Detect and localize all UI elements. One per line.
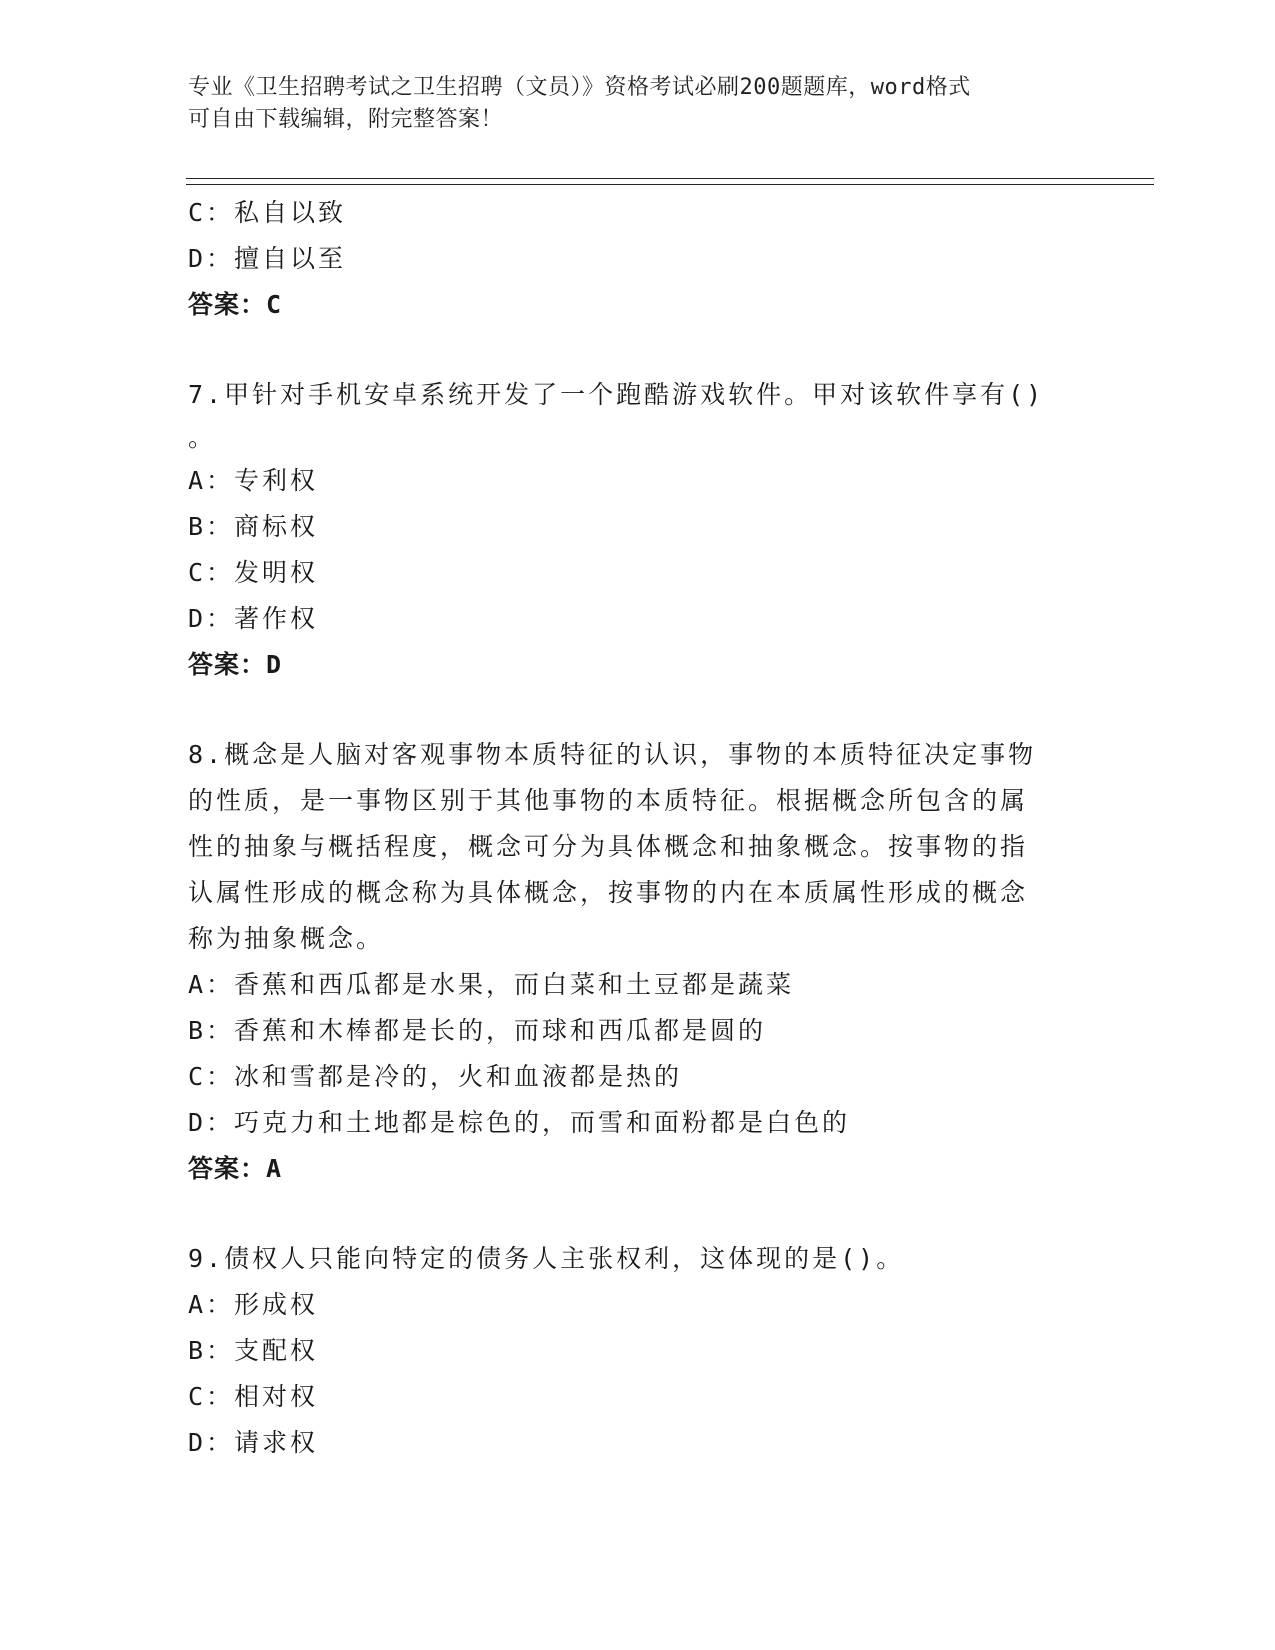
question-stem: 9.债权人只能向特定的债务人主张权利，这体现的是()。: [188, 1244, 905, 1273]
question-stem: 称为抽象概念。: [188, 924, 385, 953]
question-stem: 的性质，是一事物区别于其他事物的本质特征。根据概念所包含的属: [188, 786, 1029, 815]
option-b: B：香蕉和木棒都是长的，而球和西瓜都是圆的: [188, 1016, 767, 1045]
header-rule-bottom: [186, 184, 1154, 185]
option-c: C：发明权: [188, 558, 319, 587]
question-stem: 。: [188, 423, 217, 452]
question-9: [188, 1236, 1068, 1466]
option-d: D：请求权: [188, 1428, 319, 1457]
option-c: C：私自以致: [188, 198, 347, 227]
option-a: A：专利权: [188, 466, 319, 495]
option-b: B：支配权: [188, 1336, 319, 1365]
option-c: C：冰和雪都是冷的，火和血液都是热的: [188, 1062, 683, 1091]
question-7: [188, 372, 1068, 688]
option-c: C：相对权: [188, 1382, 319, 1411]
answer: 答案：D: [188, 650, 283, 679]
answer: 答案：C: [188, 290, 283, 319]
option-d: D：著作权: [188, 604, 319, 633]
question-stem: 性的抽象与概括程度，概念可分为具体概念和抽象概念。按事物的指: [188, 832, 1029, 861]
header-line-2: 可自由下载编辑，附完整答案！: [188, 107, 504, 132]
option-b: B：商标权: [188, 512, 319, 541]
document-header: [188, 72, 1068, 136]
option-a: A：形成权: [188, 1290, 319, 1319]
option-a: A：香蕉和西瓜都是水果，而白菜和土豆都是蔬菜: [188, 970, 795, 999]
question-8: [188, 732, 1068, 1192]
question-stem: 认属性形成的概念称为具体概念，按事物的内在本质属性形成的概念: [188, 878, 1029, 907]
prev-question: [188, 190, 1068, 328]
header-line-1: 专业《卫生招聘考试之卫生招聘（文员）》资格考试必刷200题题库，word格式: [188, 75, 971, 100]
option-d: D：巧克力和土地都是棕色的，而雪和面粉都是白色的: [188, 1108, 851, 1137]
question-stem: 7.甲针对手机安卓系统开发了一个跑酷游戏软件。甲对该软件享有(): [188, 380, 1045, 409]
answer: 答案：A: [188, 1154, 283, 1183]
question-stem: 8.概念是人脑对客观事物本质特征的认识，事物的本质特征决定事物: [188, 740, 1037, 769]
document-body: [188, 190, 1068, 1466]
option-d: D：擅自以至: [188, 244, 347, 273]
header-rule-top: [186, 178, 1154, 179]
